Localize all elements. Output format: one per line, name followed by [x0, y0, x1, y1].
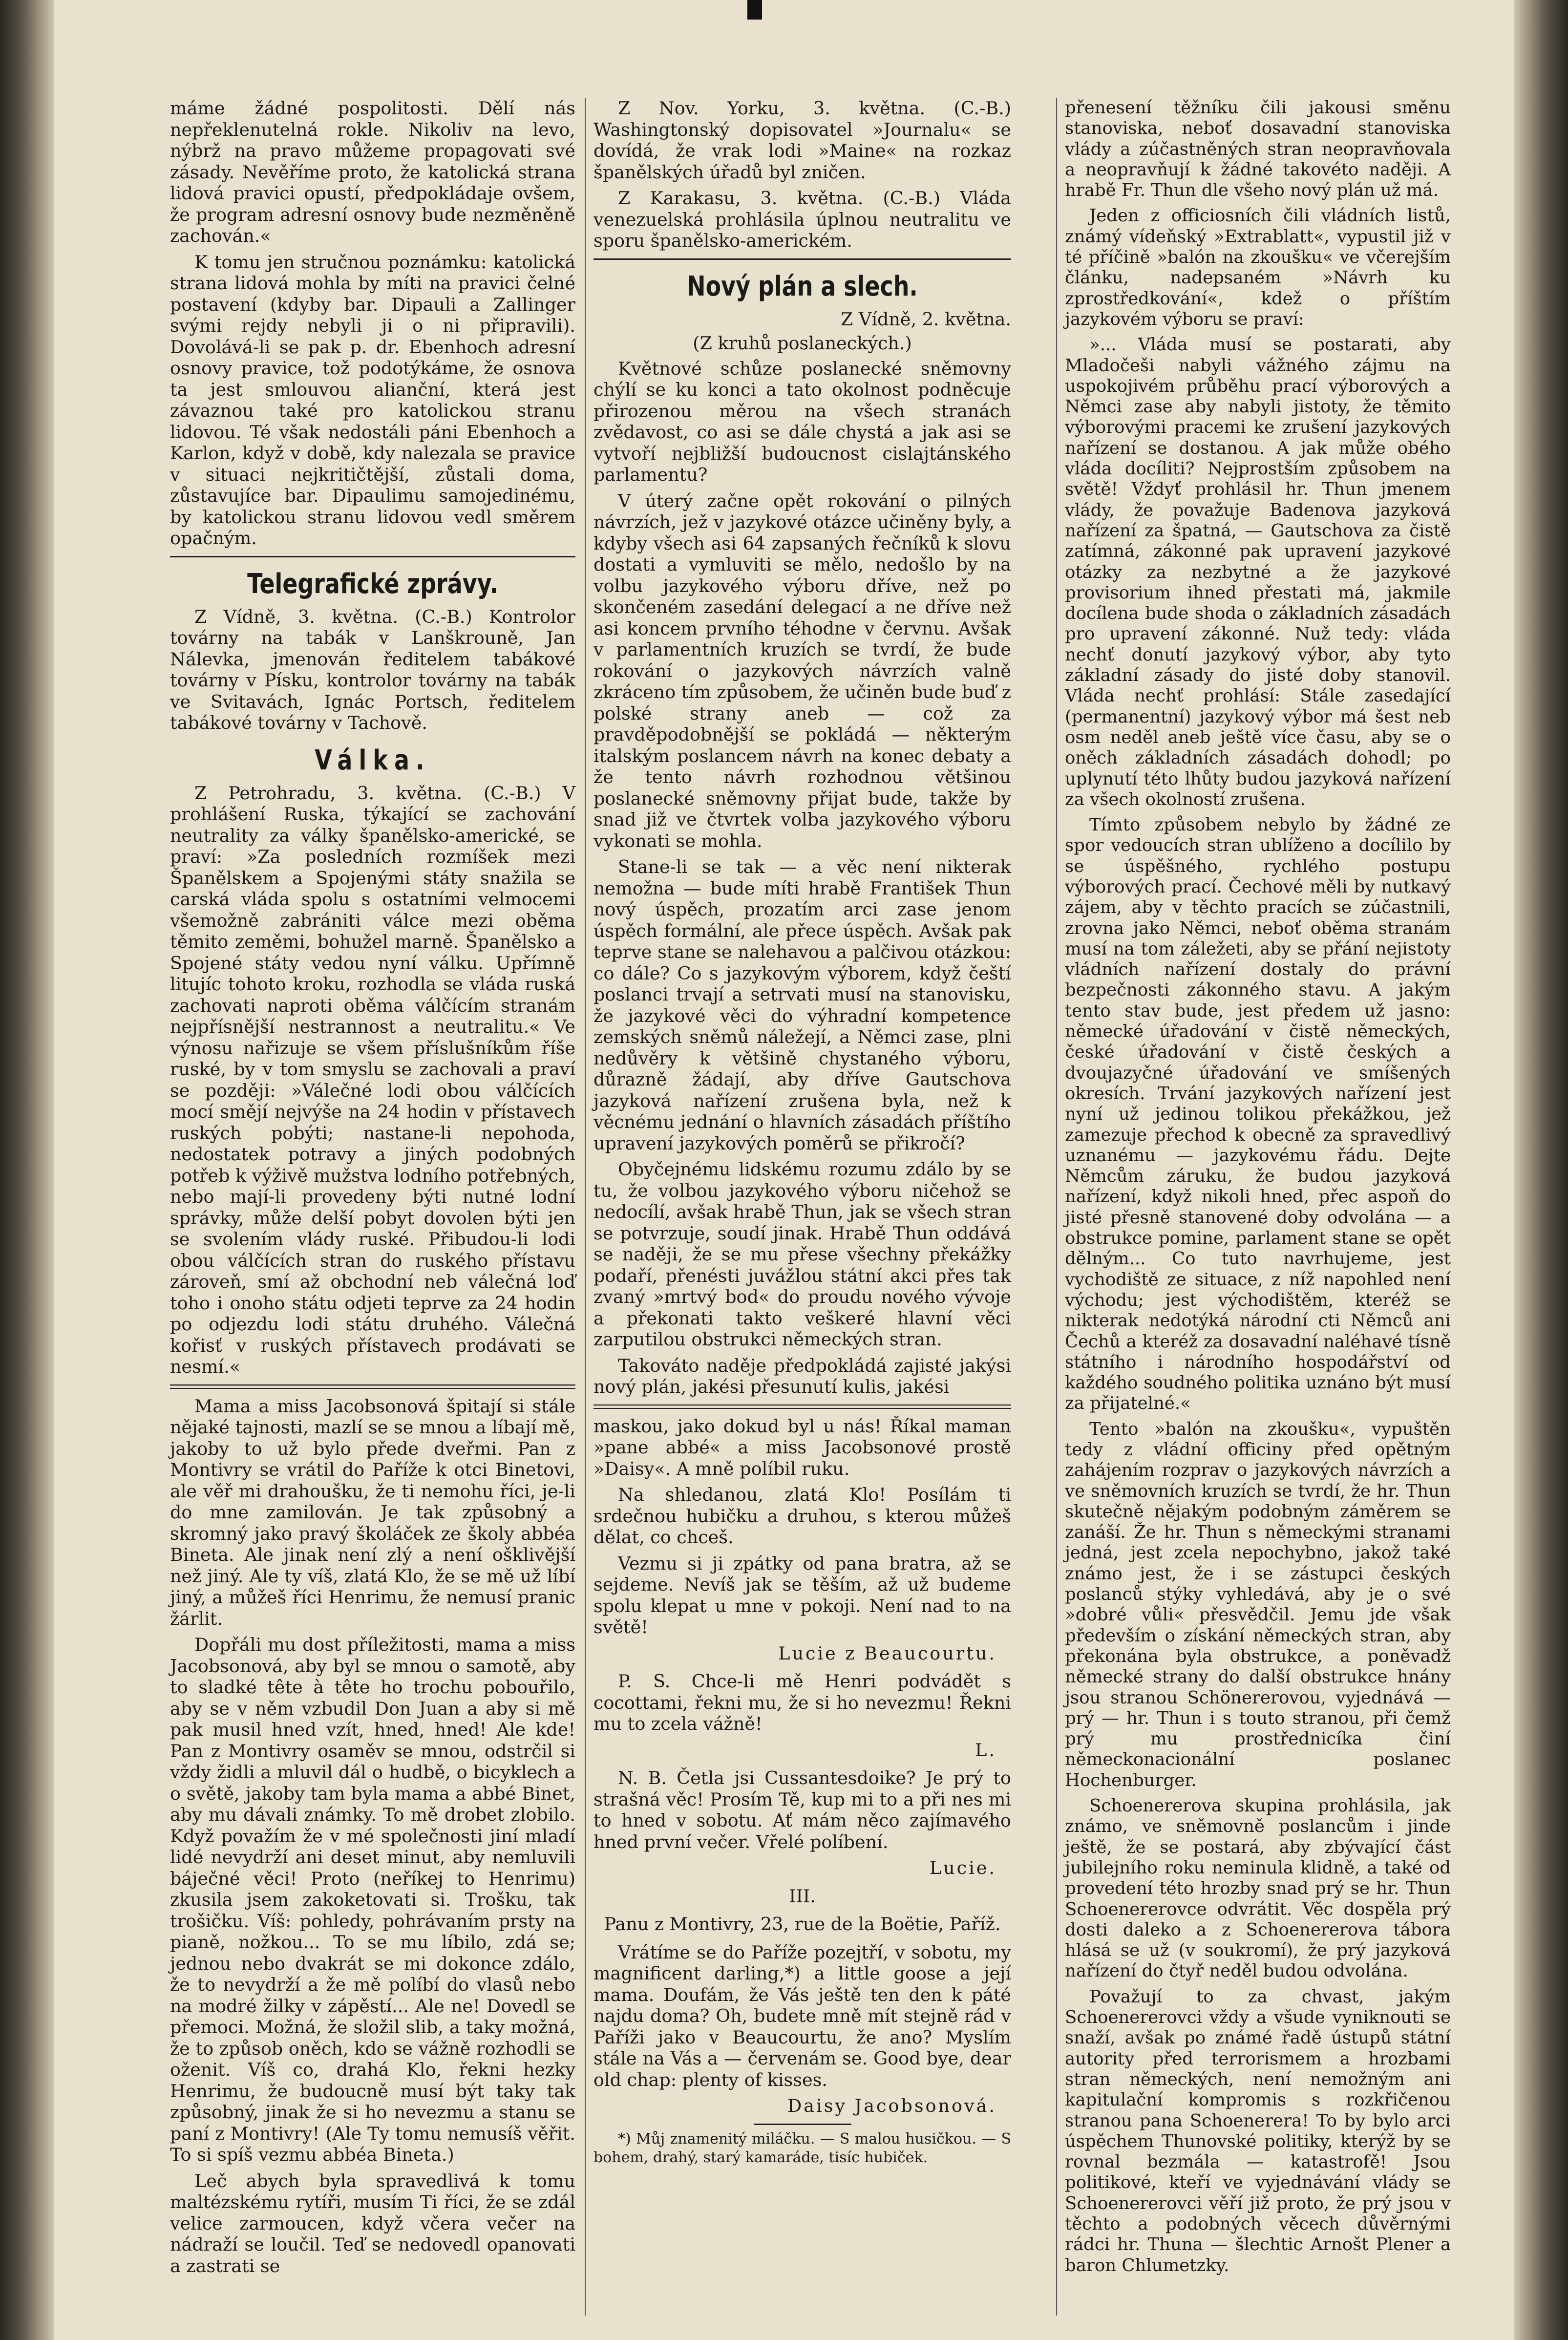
section-rule	[593, 258, 1011, 260]
article-heading: Nový plán a slech.	[687, 270, 918, 302]
paragraph: Tímto způsobem nebylo by žádné ze spor vedoucích stran ublíženo a docílilo by se úspěšného, rychlého postupu výborových prací. Čechové měli by nutkavý zájem, aby v těchto pracích se zúčastnili, zrovna jako Němci, neboť oběma stranám musí na tom záležeti, aby se přání nejistoty vládních nařízení dostaly do právní bezpečnosti zákonného stavu. A jakým tento stav bude, jest předem už jasno: německé úřadování v čistě německých, české úřadování v čistě českých a dvoujazyčné úřadování ve smíšených okresích. Trvání jazykových nařízení jest nyní už jedinou tolikou překážkou, jež zamezuje přechod k obecně za spravedlivý uznanému — jazykovému řádu. Dejte Němcům záruku, že budou jazyková nařízení, když nikoli hned, přec aspoň do jisté přesně stanovené doby odvolána — a obstrukce pomine, parlament stane se opět dělným... Co tuto navrhujeme, jest vychodiště ze situace, z níž napohled není východu; jest východištěm, kteréž se nikterak nedotýká národní cti Němců ani Čechů a kteréž za dosavadní naléhavé tísně státního i národního hospodářství od každého soudného politika uznáno být musí za přijatelné.«	[1065, 815, 1451, 1414]
paragraph: Květnové schůze poslanecké sněmovny chýlí se ku konci a tato okolnost podněcuje přirozenou měrou na všech stranách zvědavost, co asi se dále chystá a jak asi se vytvoří nejbližší budoucnost cislajtánského parlamentu?	[593, 358, 1011, 485]
signature: L.	[975, 1739, 996, 1761]
paragraph: Obyčejnému lidskému rozumu zdálo by se tu, že volbou jazykového výboru ničehož se nedocílí, avšak hrabě Thun, jak se všech stran se potvrzuje, soudí jinak. Hrabě Thun oddává se naději, že se mu přese všechny překážky podaří, přenésti juvážlou státní akci přes tak zvaný »mrtvý bod« do proudu nového vývoje a překonati takto veškeré hlavní věci zarputilou obstrukci německých stran.	[593, 1159, 1011, 1350]
quoted-paragraph: »... Vláda musí se postarati, aby Mladočeši nabyli vážného zájmu na uspokojivém průběhu prací výborových a Němci zase aby nabyli jistoty, že těmito výborovými pracemi ke zrušení jazykových nařízení se dostanou. A jak může obého vláda docíliti? Nejprostším způsobem na světě! Vždyť prohlásil hr. Thun jmenem vlády, že považuje Badenova jazyková nařízení za špatná, — Gautschova za čistě zatímná, zákonné pak upravení jazykové otázky za nezbytné a že jazykové provisorium ihned přestati má, jakmile docílena bude shoda o základních zásadách pro upravení zákonné. Nuž tedy: vláda nechť donutí jazykový výbor, aby tyto základní zásady do jisté doby stanovil. Vláda nechť prohlásí: Stále zasedající (permanentní) jazykový výbor má šest neb osm neděl aneb ještě více času, aby se o oněch základních zásadách dohodl; po uplynutí této lhůty budou jazyková nařízení za všech okolností zrušena.	[1065, 335, 1451, 809]
column-1	[170, 98, 575, 2281]
feuilleton-paragraph: Dopřáli mu dost příležitosti, mama a miss Jacobsonová, aby byl se mnou o samotě, aby to sladké tête à tête ho trochu pobouřilo, aby se v něm vzbudil Don Juan a aby si mě pak musil hned vzít, hned, hned! Ale kde! Pan z Montivry osaměv se mnou, odstrčil si vždy židli a mluvil dál o hudbě, o bicyklech a o světě, jakoby tam byla mama a abbé Binet, aby mu dávali známky. To mě drobet zlobilo. Když považím že v mé společnosti jiní mladí lidé nevydrží ani deset minut, aby nemluvili báječné věci! Proto (neříkej to Henrimu) zkusila jsem zakoketovati si. Trošku, tak trošičku. Víš: pohledy, pohrávaním prsty na pianě, nožkou... To se mu líbilo, zdá se; jednou nebo dvakrát se mi dokonce zdálo, že to nevydrží a že mě políbí do vlasů nebo na modré žilky v zápěstí... Ale ne! Dovedl se přemoci. Možná, že složil slib, a taky možná, že to způsob oněch, kdo se vážně rozhodli se oženit. Víš co, drahá Klo, řekni hezky Henrimu, že budoucně musí být taky tak způsobný, jinak že si ho nevezmu a stanu se paní z Montivry! (Ale Ty tomu nemusíš věřit. To si spíš vezmu abbéa Bineta.)	[170, 1634, 575, 2165]
paragraph: V úterý začne opět rokování o pilných návrzích, jež v jazykové otázce učiněny byly, a kdyby všech asi 64 zapsaných řečníků k slovu dostati a vymluviti se mělo, nedošlo by na volbu jazykového výboru dříve, než po skončeném zasedání delegací a ne dříve než asi koncem prvního téhodne v červnu. Avšak v parlamentních kruzích se tvrdí, že bude rokování o jazykových návrzích valně zkráceno tím způsobem, že učiněn bude buď z polské strany aneb — což za pravděpodobnější se pokládá — některým italským poslancem návrh na konec debaty a že tento návrh rozhodnou většinou poslanecké sněmovny přijat bude, takže by snad již ve čtvrtek volba jazykového výboru vykonati se mohla.	[593, 490, 1011, 851]
column-3	[1065, 98, 1451, 2281]
section-heading: Válka.	[315, 744, 431, 776]
binding-mark	[747, 0, 762, 20]
footnote-rule	[754, 2124, 851, 2125]
feuilleton-paragraph: P. S. Chce-li mě Henri podvádět s cocottami, řekni mu, že si ho nevezmu! Řekni mu to zcela vážně!	[593, 1671, 1011, 1734]
signature: Lucie z Beaucourtu.	[778, 1642, 996, 1664]
feuilleton-paragraph: Vezmu si ji zpátky od pana bratra, až se sejdeme. Nevíš jak se těším, až už budeme spolu klepat u mne v pokoji. Není nad to na světě!	[593, 1553, 1011, 1638]
signature: Daisy Jacobsonová.	[787, 2095, 996, 2116]
column-separator	[585, 98, 586, 2316]
paragraph: Považují to za chvast, jakým Schoenererovci vždy a všude vyniknouti se snaží, avšak po známé řadě ústupů státní autority před terrorismem a hrozbami stran německých, není nemožným ani kapitulační kompromis s rozkřičenou stranou pana Schoenerera! To by bylo arci úspěchem Thunovské politiky, kterýž by se rovnal bezmála — katastrofě! Jsou politikové, kteří ve vyjednávání vlády se Schoenererovci věří již proto, že prý jsou v těchto a podobných věcech důvěrnými rádci hr. Thuna — šlechtic Arnošt Plener a baron Chlumetzky.	[1065, 1986, 1451, 2276]
paragraph: Stane-li se tak — a věc není nikterak nemožna — bude míti hrabě František Thun nový úspěch, prozatím arci zase jenom úspěch formální, ale přece úspěch. Avšak pak teprve stane se nalehavou a palčivou otázkou: co dále? Co s jazykovým výborem, když čeští poslanci trvají a setrvati musí na stanovisku, že jazykové věci do výhradní kompetence zemských sněmů náležejí, a Němci zase, plni nedůvěry k většině chystaného výboru, důrazně žádají, aby dříve Gautschova jazyková nařízení zrušena byla, než k věcnému jednání o hlavních zásadách příštího upravení jazykových poměrů se přikročí?	[593, 856, 1011, 1154]
news-item: Z Karakasu, 3. května. (C.-B.) Vláda venezuelská prohlásila úplnou neutralitu ve sporu španělsko-americkém.	[593, 188, 1011, 251]
article-subheading: (Z kruhů poslaneckých.)	[693, 333, 912, 354]
section-rule	[170, 556, 575, 557]
feuilleton-paragraph: Na shledanou, zlatá Klo! Posílám ti srdečnou hubičku a druhou, s kterou můžeš dělat, co chceš.	[593, 1484, 1011, 1548]
column-separator	[1056, 98, 1057, 2316]
feuilleton-rule	[593, 1404, 1011, 1409]
news-item: Z Petrohradu, 3. května. (C.-B.) V prohlášení Ruska, týkající se zachování neutrality za války španělsko-americké, se praví: »Za posledních rozmíšek mezi Španělskem a Spojenými státy snažila se carská vláda spolu s ostatními velmocemi všemožně zabrániti válce mezi oběma těmito zeměmi, bohužel marně. Španělsko a Spojené státy vedou nyní válku. Upřímně litujíc tohoto kroku, rozhodla se vláda ruská zachovati naproti oběma válčícím stranám nejpřísnější nestrannost a neutralitu.« Ve výnosu nařizuje se všem příslušníkům říše ruské, by v tom smyslu se zachovali a praví se později: »Válečné lodi obou válčících mocí smějí nejvýše na 24 hodin v přístavech ruských pobýti; nastane-li nepohoda, nedostatek potravy a jiných podobných potřeb k výživě mužstva lodního potřebných, nebo mají-li provedeny býti nutné lodní správky, může delší pobyt dovolen býti jen se svolením vlády ruské. Přibudou-li lodi obou válčících stran do ruského přístavu zároveň, smí až obchodní neb válečná loď toho i onoho státu odjeti teprve za 24 hodin po odjezdu lodi státu druhého. Válečná kořisť v ruských přístavech prodávati se nesmí.«	[170, 782, 575, 1377]
scan-edge-left	[0, 0, 54, 2340]
signature: Lucie.	[929, 1857, 996, 1878]
section-heading: Telegrafické zprávy.	[247, 568, 498, 600]
letter-address: Panu z Montivry, 23, rue de la Boëtie, Paříž.	[604, 1914, 1001, 1935]
paragraph: Jeden z officiosních čili vládních listů, známý vídeňský »Extrablatt«, vypustil již v té příčině »balón na zkoušku« ve včerejším článku, nadepsaném »Návrh ku zprostředkování«, kdež o příštím jazykovém výboru se praví:	[1065, 206, 1451, 329]
dateline: Z Vídně, 2. května.	[841, 308, 1011, 330]
scan-edge-right	[1514, 0, 1568, 2340]
feuilleton-paragraph: N. B. Četla jsi Cussantesdoike? Je prý to strašná věc! Prosím Tě, kup mi to a při nes mi to hned v sobotu. Ať mám něco zajímavého hned první večer. Vřelé políbení.	[593, 1767, 1011, 1852]
paragraph: Tento »balón na zkoušku«, vypuštěn tedy z vládní officiny před opětným zahájením rozprav o jazykových návrzích a ve sněmovních kruzích se tvrdí, že hr. Thun skutečně nějakým podobným záměrem se zanáší. Že hr. Thun s německými stranami jedná, jest zcela nepochybno, jakož také známo jest, že i se zástupci českých poslanců stýky vyhledává, aby je o své »dobré vůli« přesvědčil. Jemu jde však především o získání německých stran, aby překonána byla obstrukce, a poněvadž německé strany do další obstrukce hnány jsou stranou Schönererovou, vyjednává — prý — hr. Thun i s touto stranou, při čemž prý mu prostřednicíka činí německonacionální poslanec Hochenburger.	[1065, 1419, 1451, 1790]
paragraph: přenesení těžníku čili jakousi směnu stanoviska, neboť dosavadní stanoviska vlády a zúčastněných stran neopravňovala a neopravňují k žádné takovéto naději. A hrabě Fr. Thun dle všeho nový plán už má.	[1065, 98, 1451, 201]
paragraph: Takováto naděje předpokládá zajisté jakýsi nový plán, jakési přesunutí kulis, jakési	[593, 1355, 1011, 1397]
chapter-number: III.	[789, 1885, 816, 1907]
footnote: *) Můj znamenitý miláčku. — S malou husičkou. — S bohem, drahý, starý kamaráde, tisíc hubiček.	[593, 2130, 1011, 2166]
paragraph: Schoenererova skupina prohlásila, jak známo, ve sněmovně poslancům i jinde ještě, že se postará, aby zbývající část jubilejního roku neminula klidně, a také od provedení této hrozby snad prý se hr. Thun Schoenererovce odvrátit. Věc dospěla prý dosti daleko a z Schoenererova tábora hlásá se už (v soukromí), že prý jazyková nařízení do čtyř neděl budou odvolána.	[1065, 1796, 1451, 1981]
feuilleton-paragraph: Vrátíme se do Paříže pozejtří, v sobotu, my magnificent darling,*) a little goose a její mama. Doufám, že Vás ještě ten den k páté najdu doma? Oh, budete mně mít stejně rád v Paříži jako v Beaucourtu, že ano? Myslím stále na Vás a — červenám se. Good bye, dear old chap: plenty of kisses.	[593, 1941, 1011, 2090]
feuilleton-rule	[170, 1384, 575, 1389]
column-2	[593, 98, 1011, 2172]
feuilleton-paragraph: maskou, jako dokud byl u nás! Říkal maman »pane abbé« a miss Jacobsonové prostě »Daisy«. A mně políbil ruku.	[593, 1415, 1011, 1479]
news-item: Z Vídně, 3. května. (C.-B.) Kontrolor továrny na tabák v Lanškrouně, Jan Nálevka, jmenován ředitelem tabákové továrny v Písku, kontrolor továrny na tabák ve Svitavách, Ignác Portsch, ředitelem tabákové továrny v Tachově.	[170, 606, 575, 733]
paragraph: K tomu jen stručnou poznámku: katolická strana lidová mohla by míti na pravici čelné postavení (kdyby bar. Dipauli a Zallinger svými rejdy nebyli ji o ni připravili). Dovolává-li se pak p. dr. Ebenhoch adresní osnovy pravice, tož podotýkáme, že osnova ta jest smlouvou alianční, která jest závaznou také pro katolickou stranu lidovou. Té však nedostáli páni Ebenhoch a Karlon, když v době, kdy nalezala se pravice v situaci nejkritičtější, zůstali doma, zůstavujíce bar. Dipaulimu samojedinému, by katolickou stranu lidovou vedl směrem opačným.	[170, 251, 575, 549]
feuilleton-paragraph: Mama a miss Jacobsonová špitají si stále nějaké tajnosti, mazlí se se mnou a líbají mě, jakoby to už bylo přede dveřmi. Pan z Montivry se vrátil do Paříže k otci Binetovi, ale věř mi drahoušku, že ti nemohu říci, je-li do mne zamilován. Je tak způsobný a skromný jako pravý školáček ze školy abbéa Bineta. Ale jinak není zlý a není ošklivější než jiný. Ale ty víš, zlatá Klo, že se mě už líbí jiný, a můžeš říci Henrimu, že nemusí pranic žárlit.	[170, 1395, 575, 1629]
news-item: Z Nov. Yorku, 3. května. (C.-B.) Washingtonský dopisovatel »Journalu« se dovídá, že vrak lodi »Maine« na rozkaz španělských úřadů byl zničen.	[593, 98, 1011, 183]
paragraph: máme žádné pospolitosti. Dělí nás nepřeklenutelná rokle. Nikoliv na levo, nýbrž na pravo můžeme propagovati své zásady. Nevěříme proto, že katolická strana lidová pravici opustí, předpokládaje ovšem, že program adresní osnovy bude nezměněně zachován.«	[170, 98, 575, 246]
feuilleton-paragraph: Leč abych byla spravedlivá k tomu maltézskému rytíři, musím Ti říci, že se zdál velice zarmoucen, když včera večer na nádraží se loučil. Teď se nedovedl opanovati a zastrati se	[170, 2170, 575, 2276]
